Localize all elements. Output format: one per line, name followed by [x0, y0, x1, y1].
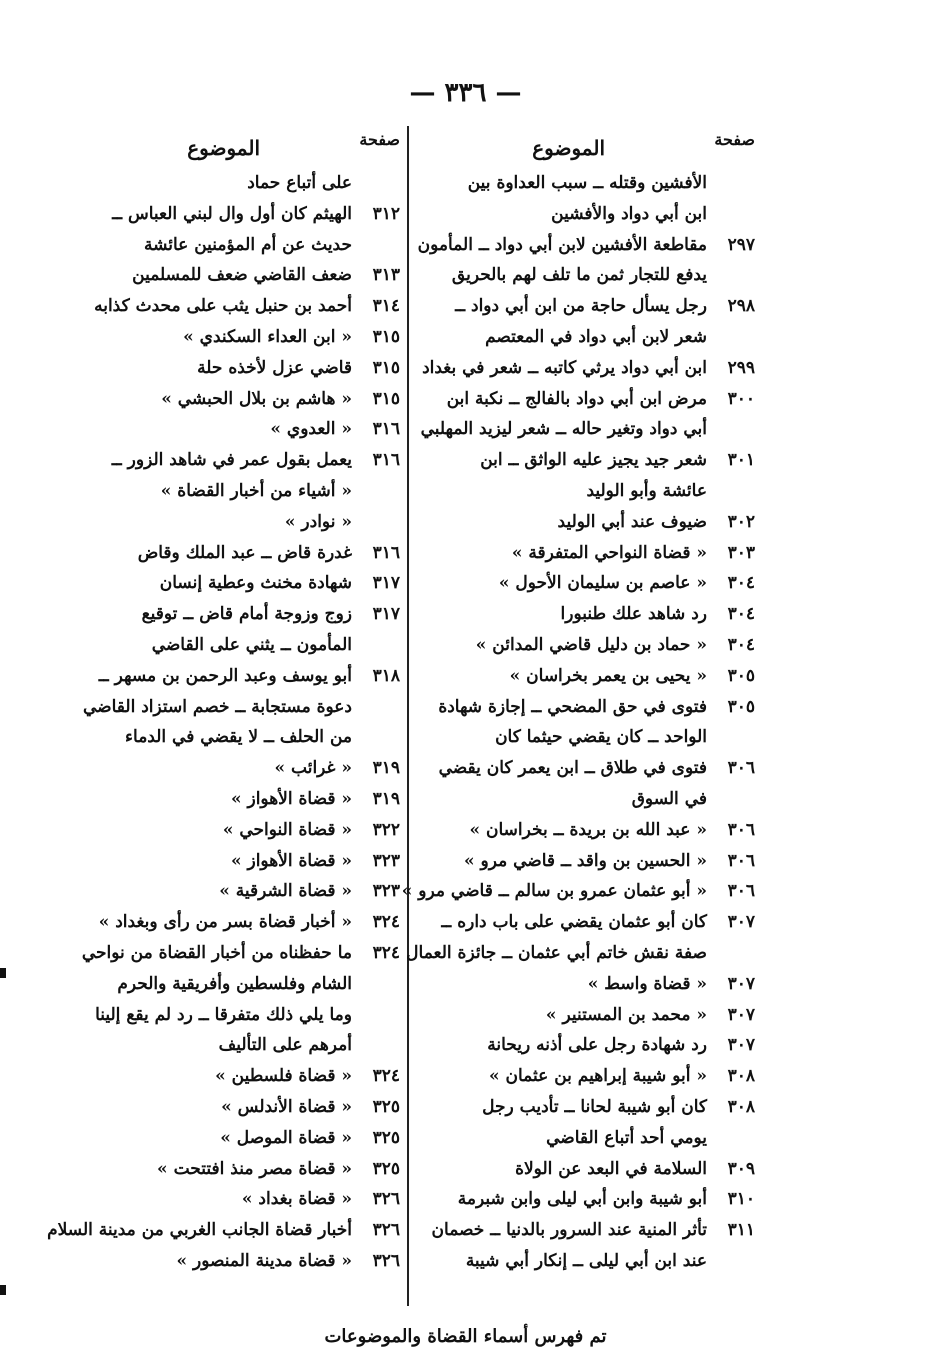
entry-page-number: ٣٢٥ [372, 1096, 400, 1117]
index-entry [406, 938, 755, 969]
scan-edge-mark [0, 968, 6, 978]
index-entry [100, 1092, 400, 1123]
entry-title: « قضاة الشرقية » [219, 881, 352, 902]
index-entry [425, 568, 755, 599]
index-entry [425, 630, 755, 661]
entry-page-number: ٣٠٦ [727, 758, 755, 779]
entry-page-number: ٣٠٤ [727, 604, 755, 625]
index-entry [100, 815, 400, 846]
index-entry [100, 168, 400, 199]
entry-title: فتوى في حق المضحي ــ إجازة شهادة [438, 696, 707, 717]
entry-title: ما حفظناه من أخبار القضاة من نواحي [81, 942, 352, 963]
entry-page-number: ٣١٥ [372, 326, 400, 347]
entry-title: « قضاة مصر منذ افتتحت » [157, 1158, 352, 1179]
index-entry [425, 1000, 755, 1031]
left-column [47, 128, 400, 1277]
index-entry [425, 722, 755, 753]
index-entry [425, 1154, 755, 1185]
entry-page-number: ٣٠٧ [727, 912, 755, 933]
entry-page-number: ٣١٧ [372, 604, 400, 625]
left-column-entries [47, 168, 400, 1277]
entry-page-number: ٣٠٩ [727, 1158, 755, 1179]
index-entry [100, 907, 400, 938]
entry-page-number: ٣٠٧ [727, 1035, 755, 1056]
entry-title: مقاطعة الأفشين لابن أبي دواد ــ المأمون [417, 234, 707, 255]
topic-column-label: الموضوع [532, 136, 605, 160]
entry-page-number: ٣٢٦ [372, 1220, 400, 1241]
entry-title: تأثر المنية عند السرور بالدنيا ــ خصمان [431, 1220, 707, 1241]
entry-title: « قضاة الأهواز » [230, 850, 352, 871]
entry-title: زوج وزوجة أمام قاض ــ توقيع [141, 604, 352, 625]
entry-title: شعر جيد يجيز عليه الواثق ــ ابن [480, 450, 707, 471]
entry-title: في السوق [631, 788, 707, 809]
entry-title: « قضاة واسط » [587, 973, 707, 994]
entry-title: يعمل بقول عمر في شاهد الزور ــ [111, 450, 352, 471]
entry-page-number: ٣٠٧ [727, 973, 755, 994]
entry-title: رجل يسأل حاجة من ابن أبي دواد ــ [455, 296, 707, 317]
index-entry [425, 1246, 755, 1277]
page-number: — ٣٣٦ — [409, 78, 522, 108]
index-entry [100, 784, 400, 815]
entry-title: كان أبو شيبة لحانا ــ تأديب رجل [482, 1096, 707, 1117]
entry-title: دعوة مستجابة ــ خصم استزاد القاضي [83, 696, 352, 717]
entry-title: « عبد الله بن بريدة ــ بخراسان » [469, 819, 707, 840]
entry-page-number: ٣٠٣ [727, 542, 755, 563]
entry-title: كان أبو عثمان يقضي على باب داره ــ [441, 912, 707, 933]
index-entry [425, 322, 755, 353]
index-entry [83, 692, 400, 723]
index-entry [100, 260, 400, 291]
entry-page-number: ٣١٦ [372, 450, 400, 471]
entry-title: شهادة مخنث وعطية إنسان [159, 573, 352, 594]
index-entry [425, 476, 755, 507]
entry-title: وما يلي ذلك متفرقا ــ رد لم يقع إلينا [95, 1004, 352, 1025]
index-entry [425, 1092, 755, 1123]
index-entry [425, 199, 755, 230]
entry-title: « قضاة مدينة المنصور » [176, 1250, 352, 1271]
index-entry [100, 414, 400, 445]
entry-page-number: ٢٩٧ [727, 234, 755, 255]
entry-page-number: ٣٠٤ [727, 573, 755, 594]
index-entry [81, 938, 400, 969]
right-column-header [425, 128, 755, 168]
index-entry [100, 384, 400, 415]
entry-page-number: ٣٠٤ [727, 634, 755, 655]
index-entry [100, 1123, 400, 1154]
entry-page-number: ٣٠١ [727, 450, 755, 471]
left-column-header [100, 128, 400, 168]
entry-page-number: ٣١٦ [372, 419, 400, 440]
entry-title: الهيثم كان أول وال لبني العباس ــ [112, 203, 352, 224]
index-entry [425, 1061, 755, 1092]
entry-title: « قضاة بغداد » [241, 1189, 352, 1210]
entry-title: « أشياء من أخبار القضاة » [160, 480, 352, 501]
index-entry [100, 599, 400, 630]
entry-title: « نوادر » [284, 511, 352, 532]
entry-title: من الحلف ــ لا يقضي في الدماء [125, 727, 352, 748]
entry-title: ابن أبي دواد والأفشين [551, 203, 707, 224]
index-entry [425, 168, 755, 199]
index-entry [425, 260, 755, 291]
index-entry [100, 1030, 400, 1061]
entry-page-number: ٣٠٠ [727, 388, 755, 409]
entry-title: أبو شيبة وابن أبي ليلى وابن شبرمة [457, 1189, 707, 1210]
entry-title: « حماد بن دليل قاضي المدائن » [475, 634, 707, 655]
index-entry [100, 476, 400, 507]
entry-title: ضيوف عند أبي الوليد [557, 511, 707, 532]
entry-page-number: ٣٠٨ [727, 1066, 755, 1087]
entry-page-number: ٣٢٦ [372, 1250, 400, 1271]
entry-title: « العدوي » [270, 419, 352, 440]
entry-title: فتوى في طلاق ــ ابن يعمر كان يقضي [438, 758, 707, 779]
topic-column-label: الموضوع [187, 136, 260, 160]
entry-title: يومي أحد أتباع القاضي [546, 1127, 707, 1148]
entry-title: رد شهادة رجل على أذنه ريحانة [487, 1035, 707, 1056]
index-entry [425, 815, 755, 846]
index-entry [425, 599, 755, 630]
index-entry [100, 568, 400, 599]
index-entry [100, 353, 400, 384]
entry-page-number: ٣١٧ [372, 573, 400, 594]
entry-page-number: ٣١٤ [372, 296, 400, 317]
index-entry [417, 230, 755, 261]
index-entry [425, 1215, 755, 1246]
entry-title: السلامة في البعد عن الولاة [515, 1158, 707, 1179]
entry-title: الأفشين وقتله ــ سبب العداوة بين [467, 173, 707, 193]
index-entry [100, 1061, 400, 1092]
index-entry [422, 353, 755, 384]
entry-title: قاضي عزل لأخذه حلة [197, 357, 352, 378]
scan-edge-mark [0, 1285, 6, 1295]
entry-page-number: ٣٠٢ [727, 511, 755, 532]
entry-title: شعر لابن أبي دواد في المعتصم [485, 326, 707, 347]
entry-page-number: ٣١٠ [727, 1189, 755, 1210]
entry-page-number: ٣١٥ [372, 388, 400, 409]
index-entry [425, 538, 755, 569]
index-entry [100, 661, 400, 692]
entry-page-number: ٣٢٣ [372, 850, 400, 871]
entry-title: أمرهم على التأليف [218, 1035, 352, 1056]
entry-title: « الحسين بن واقد ــ قاضي مرو » [463, 850, 707, 871]
entry-page-number: ٣٢٤ [372, 912, 400, 933]
entry-page-number: ٣١٢ [372, 203, 400, 224]
entry-title: يدفع للتجار ثمن ما تلف لهم بالحريق [451, 265, 707, 286]
index-entry [94, 291, 400, 322]
entry-page-number: ٣٠٧ [727, 1004, 755, 1025]
entry-title: المأمون ــ يثني على القاضي [151, 634, 352, 655]
index-entry [100, 722, 400, 753]
entry-page-number: ٣٠٦ [727, 819, 755, 840]
entry-title: على أتباع حماد [247, 173, 352, 193]
index-entry [100, 630, 400, 661]
page-column-label: صفحة [359, 130, 400, 149]
index-entry [100, 846, 400, 877]
entry-page-number: ٣١٣ [372, 265, 400, 286]
entry-page-number: ٣٠٦ [727, 850, 755, 871]
entry-title: مرض ابن أبي دواد بالفالج ــ نكبة ابن [446, 388, 707, 409]
entry-title: « قضاة الأهواز » [230, 788, 352, 809]
entry-page-number: ٣١١ [727, 1220, 755, 1241]
index-entry [100, 969, 400, 1000]
entry-title: « يحيى بن يعمر بخراسان » [509, 665, 707, 686]
entry-title: « ابن العداء السكندي » [183, 326, 352, 347]
entry-title: أبو يوسف وعبد الرحمن بن مسهر ــ [98, 665, 352, 686]
entry-page-number: ٣٢٤ [372, 1066, 400, 1087]
page-column-label: صفحة [714, 130, 755, 149]
index-entry [95, 1000, 400, 1031]
entry-page-number: ٣٢٢ [372, 819, 400, 840]
entry-title: أخبار قضاة الجانب الغربي من مدينة السلام [47, 1220, 352, 1241]
entry-title: « أبو عثمان عمرو بن سالم ــ قاضي مرو » [401, 881, 707, 902]
entry-page-number: ٣١٩ [372, 758, 400, 779]
right-column-entries [401, 168, 755, 1277]
index-entry [425, 661, 755, 692]
entry-title: عند ابن أبي ليلى ــ إنكار أبي شيبة [465, 1250, 707, 1271]
entry-page-number: ٣٠٦ [727, 881, 755, 902]
index-entry [425, 1123, 755, 1154]
index-entry [425, 1030, 755, 1061]
index-entry [425, 846, 755, 877]
index-entry [425, 753, 755, 784]
entry-title: صفة نقش خاتم أبي عثمان ــ جائزة العمال [406, 942, 707, 963]
entry-page-number: ٣٢٤ [372, 942, 400, 963]
entry-title: رد شاهد علك طنبورا [560, 604, 707, 625]
index-entry [47, 1215, 400, 1246]
entry-title: « قضاة النواحي » [222, 819, 352, 840]
index-footer: تم فهرس أسماء القضاة والموضوعات [324, 1326, 607, 1347]
index-entry [425, 907, 755, 938]
index-entry [425, 692, 755, 723]
entry-page-number: ٣١٥ [372, 357, 400, 378]
entry-title: حديث عن أم المؤمنين عائشة [143, 234, 352, 255]
index-entry [100, 1154, 400, 1185]
entry-title: غدرة قاض ــ عبد الملك وقاض [137, 542, 352, 563]
index-entry [401, 876, 755, 907]
right-column [401, 128, 755, 1277]
entry-title: « قضاة فلسطين » [215, 1066, 352, 1087]
entry-page-number: ٢٩٩ [727, 357, 755, 378]
entry-title: « عاصم بن سليمان الأحول » [498, 573, 707, 594]
index-entry [425, 291, 755, 322]
entry-title: ضعف القاضي ضعف للمسلمين [132, 265, 352, 286]
entry-title: الواحد ــ كان يقضي حيثما كان [495, 727, 707, 748]
index-entry [100, 753, 400, 784]
entry-title: « قضاة الأندلس » [221, 1096, 352, 1117]
index-entry [420, 414, 755, 445]
index-entry [100, 199, 400, 230]
entry-page-number: ٣٢٥ [372, 1158, 400, 1179]
entry-title: « هاشم بن بلال الحبشي » [161, 388, 352, 409]
index-entry [100, 538, 400, 569]
index-entry [100, 445, 400, 476]
entry-title: عائشة وأبو الوليد [586, 480, 707, 501]
index-entry [425, 507, 755, 538]
index-entry [425, 1184, 755, 1215]
index-entry [425, 784, 755, 815]
entry-page-number: ٣٢٥ [372, 1127, 400, 1148]
entry-page-number: ٣٢٣ [372, 881, 400, 902]
entry-page-number: ٣١٩ [372, 788, 400, 809]
entry-page-number: ٣٠٥ [727, 696, 755, 717]
index-entry [425, 445, 755, 476]
entry-page-number: ٣٠٨ [727, 1096, 755, 1117]
entry-title: « قضاة النواحي المتفرقة » [511, 542, 707, 563]
entry-title: أبي دواد وتغير حاله ــ شعر ليزيد المهلبي [420, 419, 707, 440]
column-divider [407, 126, 409, 1306]
entry-page-number: ٣٠٥ [727, 665, 755, 686]
index-entry [100, 1246, 400, 1277]
index-entry [425, 384, 755, 415]
index-entry [100, 230, 400, 261]
entry-title: أحمد بن حنبل يثب على محدث كذابه [94, 296, 352, 317]
entry-page-number: ٣١٦ [372, 542, 400, 563]
index-entry [100, 1184, 400, 1215]
entry-title: « أخبار قضاة بسر من رأى وبغداد » [98, 912, 352, 933]
entry-title: « محمد بن المستنير » [545, 1004, 707, 1025]
index-entry [425, 969, 755, 1000]
entry-page-number: ٣١٨ [372, 665, 400, 686]
index-entry [100, 322, 400, 353]
entry-page-number: ٢٩٨ [727, 296, 755, 317]
entry-title: « أبو شيبة إبراهيم بن عثمان » [488, 1066, 707, 1087]
entry-title: الشام وفلسطين وأفريقية والحرم [117, 973, 352, 994]
entry-title: ابن أبي دواد يرثي كاتبه ــ شعر في بغداد [422, 357, 707, 378]
index-entry [100, 507, 400, 538]
index-entry [100, 876, 400, 907]
entry-page-number: ٣٢٦ [372, 1189, 400, 1210]
entry-title: « قضاة الموصل » [220, 1127, 352, 1148]
entry-title: « غرائب » [274, 758, 352, 779]
